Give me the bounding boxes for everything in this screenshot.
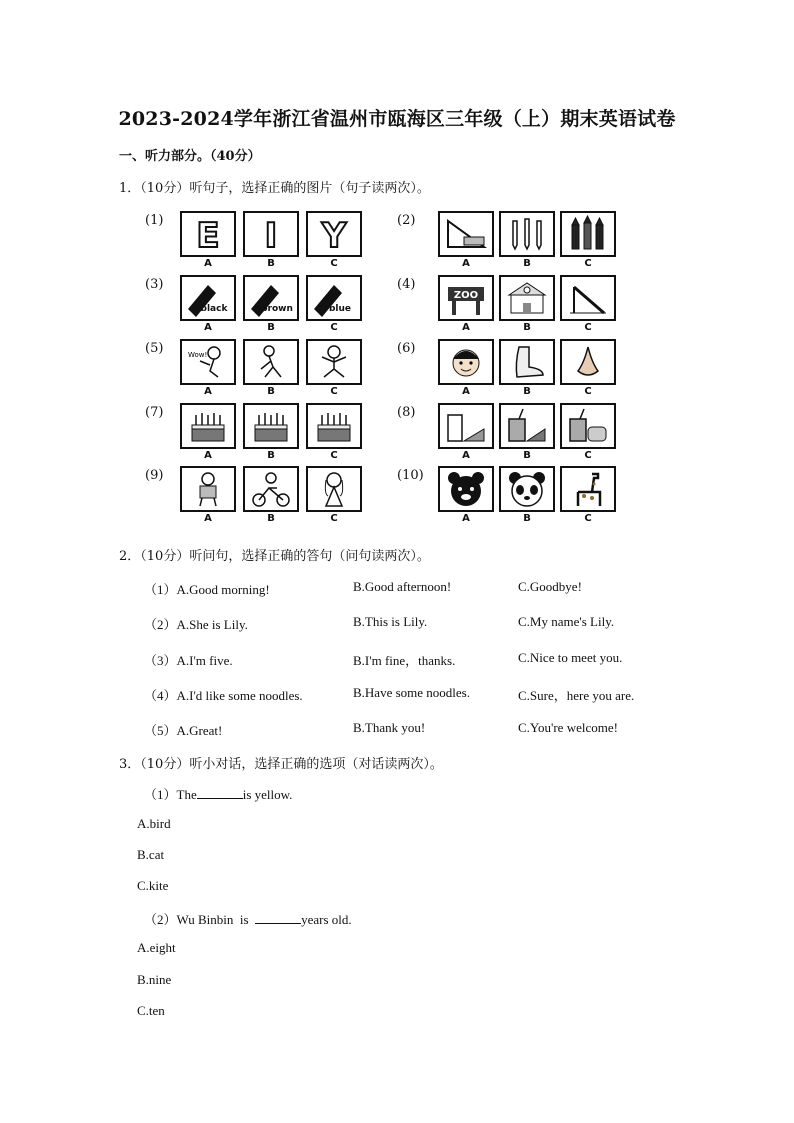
picture-group-number: (3) xyxy=(145,277,164,292)
option-letter: A xyxy=(204,513,212,524)
q2-row3-option-b[interactable]: B.I'm fine，thanks. xyxy=(353,653,456,668)
q2-row2-option-c[interactable]: C.My name's Lily. xyxy=(518,614,615,629)
answer-blank[interactable] xyxy=(197,788,243,799)
q2-row5-option-a[interactable]: （5）A.Great! xyxy=(144,723,223,738)
q3-item1-option-a[interactable]: A.bird xyxy=(137,816,171,831)
q3-item2-pre: （2）Wu Binbin is xyxy=(144,912,256,927)
face-icon[interactable] xyxy=(438,339,494,385)
girl-icon[interactable] xyxy=(306,466,362,512)
option-letter: A xyxy=(462,258,470,269)
panda-icon[interactable] xyxy=(499,466,555,512)
option-letter: A xyxy=(462,386,470,397)
option-letter: A xyxy=(204,322,212,333)
picture-group-number: (4) xyxy=(397,277,416,292)
option-letter: B xyxy=(523,450,531,461)
picture-group-number: (1) xyxy=(145,213,164,228)
option-letter: B xyxy=(523,258,531,269)
q3-item1-sentence xyxy=(144,784,292,803)
q2-row4-option-c[interactable]: C.Sure，here you are. xyxy=(518,688,635,703)
milk-cake-icon[interactable] xyxy=(438,403,494,449)
answer-blank[interactable] xyxy=(255,913,301,924)
option-letter: C xyxy=(330,386,338,397)
letter-y-icon[interactable] xyxy=(306,211,362,257)
dance-girl-icon[interactable] xyxy=(180,339,236,385)
q3-item2-option-a[interactable]: A.eight xyxy=(137,940,176,955)
option-letter: C xyxy=(584,322,592,333)
option-letter: C xyxy=(584,258,592,269)
picture-group-number: (10) xyxy=(397,468,424,483)
option-letter: C xyxy=(584,513,592,524)
option-letter: C xyxy=(330,322,338,333)
option-letter: B xyxy=(523,513,531,524)
q2-row2-option-b[interactable]: B.This is Lily. xyxy=(353,614,428,629)
q2-row1-option-a[interactable]: （1）A.Good morning! xyxy=(144,582,270,597)
juice-cake-icon[interactable] xyxy=(499,403,555,449)
ruler-icon[interactable] xyxy=(438,211,494,257)
q3-item1-option-b[interactable]: B.cat xyxy=(137,847,165,862)
crayon-black-icon[interactable] xyxy=(180,275,236,321)
q3-item2-post: years old. xyxy=(301,912,352,927)
svg-text:ZOO: ZOO xyxy=(453,290,479,301)
q2-row5-option-c[interactable]: C.You're welcome! xyxy=(518,720,618,735)
q3-item1-pre: （1）The xyxy=(144,787,197,802)
zoo-icon[interactable] xyxy=(438,275,494,321)
q2-row3-option-a[interactable]: （3）A.I'm five. xyxy=(144,653,233,668)
picture-group-number: (8) xyxy=(397,405,416,420)
svg-text:blue: blue xyxy=(328,304,352,314)
svg-text:black: black xyxy=(200,304,228,314)
option-letter: C xyxy=(330,258,338,269)
question-1-stem: 1．（10分）听句子，选择正确的图片（句子读两次）。 xyxy=(119,181,430,196)
school-icon[interactable] xyxy=(499,275,555,321)
crayons-icon[interactable] xyxy=(560,211,616,257)
q2-row1-option-c[interactable]: C.Goodbye! xyxy=(518,579,582,594)
q2-row4-option-a[interactable]: （4）A.I'd like some noodles. xyxy=(144,688,303,703)
crayon-blue-icon[interactable] xyxy=(306,275,362,321)
svg-text:Wow!: Wow! xyxy=(188,351,208,359)
picture-group-number: (9) xyxy=(145,468,164,483)
svg-text:brown: brown xyxy=(261,304,293,314)
page-title: 2023-2024学年浙江省温州市瓯海区三年级（上）期末英语试卷 xyxy=(118,108,676,130)
cake-candles-icon[interactable] xyxy=(243,403,299,449)
svg-text:Y: Y xyxy=(321,216,347,253)
section-heading-listening: 一、听力部分。（40分） xyxy=(119,149,261,164)
svg-text:I: I xyxy=(264,216,278,253)
option-letter: A xyxy=(204,450,212,461)
crayon-brown-icon[interactable] xyxy=(243,275,299,321)
option-letter: B xyxy=(267,258,275,269)
question-3-stem: 3．（10分）听小对话，选择正确的选项（对话读两次）。 xyxy=(119,757,443,772)
q2-row1-option-b[interactable]: B.Good afternoon! xyxy=(353,579,452,594)
q3-item1-post: is yellow. xyxy=(242,787,293,802)
cake-candles-icon[interactable] xyxy=(180,403,236,449)
option-letter: C xyxy=(584,450,592,461)
option-letter: A xyxy=(204,386,212,397)
bear-icon[interactable] xyxy=(438,466,494,512)
foot-icon[interactable] xyxy=(499,339,555,385)
q2-row5-option-b[interactable]: B.Thank you! xyxy=(353,720,426,735)
playground-slide-icon[interactable] xyxy=(560,275,616,321)
boy-jumping-icon[interactable] xyxy=(306,339,362,385)
option-letter: B xyxy=(523,322,531,333)
letter-e-icon[interactable] xyxy=(180,211,236,257)
option-letter: C xyxy=(330,513,338,524)
option-letter: B xyxy=(267,322,275,333)
q3-item2-sentence xyxy=(144,909,352,928)
q2-row4-option-b[interactable]: B.Have some noodles. xyxy=(353,685,470,700)
option-letter: C xyxy=(584,386,592,397)
q2-row2-option-a[interactable]: （2）A.She is Lily. xyxy=(144,617,248,632)
q3-item1-option-c[interactable]: C.kite xyxy=(137,878,169,893)
option-letter: A xyxy=(462,513,470,524)
letter-i-icon[interactable] xyxy=(243,211,299,257)
option-letter: B xyxy=(523,386,531,397)
option-letter: C xyxy=(330,450,338,461)
option-letter: A xyxy=(462,322,470,333)
boy-bike-icon[interactable] xyxy=(243,466,299,512)
option-letter: A xyxy=(462,450,470,461)
picture-group-number: (5) xyxy=(145,341,164,356)
option-letter: A xyxy=(204,258,212,269)
q3-item2-option-c[interactable]: C.ten xyxy=(137,1003,165,1018)
picture-group-number: (6) xyxy=(397,341,416,356)
svg-text:E: E xyxy=(196,216,220,253)
q2-row3-option-c[interactable]: C.Nice to meet you. xyxy=(518,650,623,665)
picture-group-number: (2) xyxy=(397,213,416,228)
juice-bread-icon[interactable] xyxy=(560,403,616,449)
picture-group-number: (7) xyxy=(145,405,164,420)
pencils-icon[interactable] xyxy=(499,211,555,257)
question-2-stem: 2．（10分）听问句，选择正确的答句（问句读两次）。 xyxy=(119,549,430,564)
cake-candles-icon[interactable] xyxy=(306,403,362,449)
option-letter: B xyxy=(267,450,275,461)
nose-icon[interactable] xyxy=(560,339,616,385)
boy-bending-icon[interactable] xyxy=(243,339,299,385)
boy-robot-icon[interactable] xyxy=(180,466,236,512)
option-letter: B xyxy=(267,386,275,397)
option-letter: B xyxy=(267,513,275,524)
q3-item2-option-b[interactable]: B.nine xyxy=(137,972,172,987)
giraffe-icon[interactable] xyxy=(560,466,616,512)
